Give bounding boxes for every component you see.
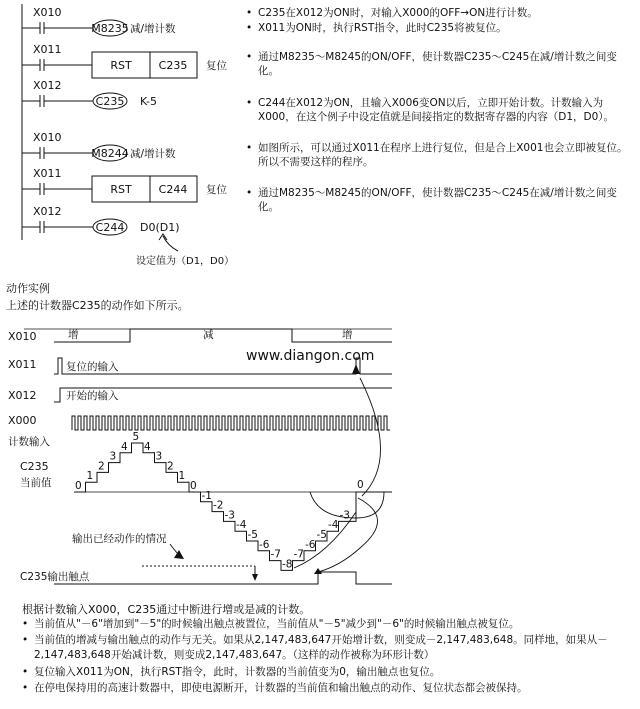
current-value-label-12: -2 bbox=[213, 499, 224, 512]
note-5: • 如图所示，可以通过X011在程序上进行复位，但是合上X001也会立即被复位。所以不需要这样的程序。 bbox=[246, 142, 628, 168]
current-value-label-reset: 0 bbox=[357, 479, 364, 491]
summary-bullet-4: • 在停电保持用的高速计数器中，即使电源断开，计数器的当前值和输出触点的动作、复位状态都会被保持。 bbox=[22, 682, 528, 694]
current-value-label-15: -5 bbox=[247, 529, 258, 541]
current-value-label-2: 2 bbox=[98, 460, 105, 473]
rung2-box-op: RST bbox=[110, 59, 132, 72]
summary-bullet-2: • 当前值的增减与输出触点的动作与无关。如果从2,147,483,647开始增计数，则变成－2,147,483,648。同样地，如果从－2,147,483,648开始减计数，则变成2,147,483,647。（这样的动作被称为环形计数） bbox=[22, 634, 608, 661]
x010-inc-2: 增 bbox=[342, 329, 353, 341]
rung6-coil: C244 bbox=[95, 221, 125, 234]
note-6: • 通过M8235～M8245的ON/OFF，使计数器C235～C245在减/增计数之间变化。 bbox=[246, 187, 617, 213]
setpoint-annotation: 设定值为（D1，D0） bbox=[136, 256, 235, 267]
current-value-label-13: -3 bbox=[224, 509, 235, 522]
current-value-staircase bbox=[74, 440, 392, 570]
summary-intro: 根据计数输入X000，C235通过中断进行增或是减的计数。 bbox=[22, 603, 311, 616]
current-value-label-9: 1 bbox=[178, 470, 186, 483]
current-value-label-8: 2 bbox=[167, 460, 174, 473]
x011-text: 复位的输入 bbox=[66, 361, 119, 373]
rung5-comment: 复位 bbox=[206, 184, 227, 196]
current-value-label-17: -7 bbox=[270, 548, 281, 561]
current-value-label-14: -4 bbox=[236, 519, 247, 532]
note-1: • C235在X012为ON时，对输入X000的OFF→ON进行计数。 bbox=[246, 7, 538, 19]
current-value-label-20: -6 bbox=[305, 538, 316, 551]
rung3-contact: X012 bbox=[33, 79, 62, 92]
summary-bullet-3: • 复位输入X011为ON，执行RST指令，此时，计数器的当前值变为0，输出触点也复位。 bbox=[22, 666, 441, 678]
watermark: www.diangon.com bbox=[246, 348, 375, 364]
c235-label: C235 bbox=[20, 460, 49, 473]
summary-bullet-1: • 当前值从"－6"增加到"－5"的时候输出触点被置位，当前值从"－5"减少到"－6"的时候输出触点被复位。 bbox=[22, 618, 520, 630]
current-value-label-11: -1 bbox=[201, 489, 212, 502]
rung3-param: K-5 bbox=[140, 95, 158, 108]
current-value-label-18: -8 bbox=[282, 558, 293, 571]
current-value-label-7: 3 bbox=[155, 450, 163, 463]
note-3: • 通过M8235～M8245的ON/OFF，使计数器C235～C245在减/增计数之间变化。 bbox=[246, 51, 617, 77]
output-contact-label: C235输出触点 bbox=[20, 571, 90, 583]
section-title: 动作实例 bbox=[6, 282, 50, 295]
rung5-box-arg: C244 bbox=[158, 183, 188, 196]
note-4: • C244在X012为ON，且输入X006变ON以后，立即开始计数。计数输入为X000，在这个例子中设定值就是间接指定的数据寄存器的内容（D1，D0）。 bbox=[246, 97, 615, 123]
current-value-label-1: 1 bbox=[86, 470, 94, 483]
x000-pulse-train bbox=[72, 416, 390, 430]
section-subtitle: 上述的计数器C235的动作如下所示。 bbox=[6, 299, 189, 312]
rung1-comment: 减/增计数 bbox=[130, 23, 176, 35]
current-value-label-5: 5 bbox=[132, 431, 140, 443]
rung6-param: D0(D1) bbox=[140, 221, 180, 234]
x011-label: X011 bbox=[8, 358, 37, 371]
ladder-diagram bbox=[0, 0, 245, 272]
current-value-label-4: 4 bbox=[121, 440, 128, 453]
current-value-label-10: 0 bbox=[190, 480, 197, 492]
timing-diagram bbox=[0, 318, 640, 598]
current-value-label-19: -7 bbox=[293, 548, 304, 561]
current-value-label-3: 3 bbox=[109, 450, 117, 463]
current-value-label: 当前值 bbox=[20, 477, 52, 489]
rung4-comment: 减/增计数 bbox=[130, 148, 176, 160]
rung1-contact: X010 bbox=[33, 6, 62, 19]
rung2-box-arg: C235 bbox=[158, 59, 188, 72]
rung2-comment: 复位 bbox=[206, 60, 227, 72]
x000-label: X000 bbox=[8, 414, 37, 427]
rung5-box-op: RST bbox=[110, 183, 132, 196]
rung3-coil: C235 bbox=[95, 95, 125, 108]
x010-label: X010 bbox=[8, 330, 37, 343]
x012-label: X012 bbox=[8, 389, 37, 402]
x010-dec: 减 bbox=[203, 329, 214, 341]
current-value-label-21: -5 bbox=[316, 529, 327, 541]
current-value-label-23: -3 bbox=[339, 509, 350, 522]
x010-inc-1: 增 bbox=[68, 329, 79, 341]
note-2: • X011为ON时，执行RST指令，此时C235将被复位。 bbox=[246, 22, 507, 34]
current-value-label-16: -6 bbox=[259, 538, 270, 551]
rung2-contact: X011 bbox=[33, 43, 62, 56]
rung6-contact: X012 bbox=[33, 205, 62, 218]
rung5-contact: X011 bbox=[33, 167, 62, 180]
rung4-contact: X010 bbox=[33, 131, 62, 144]
x012-text: 开始的输入 bbox=[66, 390, 119, 402]
output-note: 输出已经动作的情况 bbox=[72, 533, 167, 545]
rung1-coil: M8235 bbox=[91, 22, 129, 35]
count-input-label: 计数输入 bbox=[8, 436, 50, 448]
current-value-label-0: 0 bbox=[75, 480, 82, 492]
current-value-label-6: 4 bbox=[144, 440, 151, 453]
rung4-coil: M8244 bbox=[91, 147, 129, 160]
current-value-label-22: -4 bbox=[328, 519, 339, 532]
